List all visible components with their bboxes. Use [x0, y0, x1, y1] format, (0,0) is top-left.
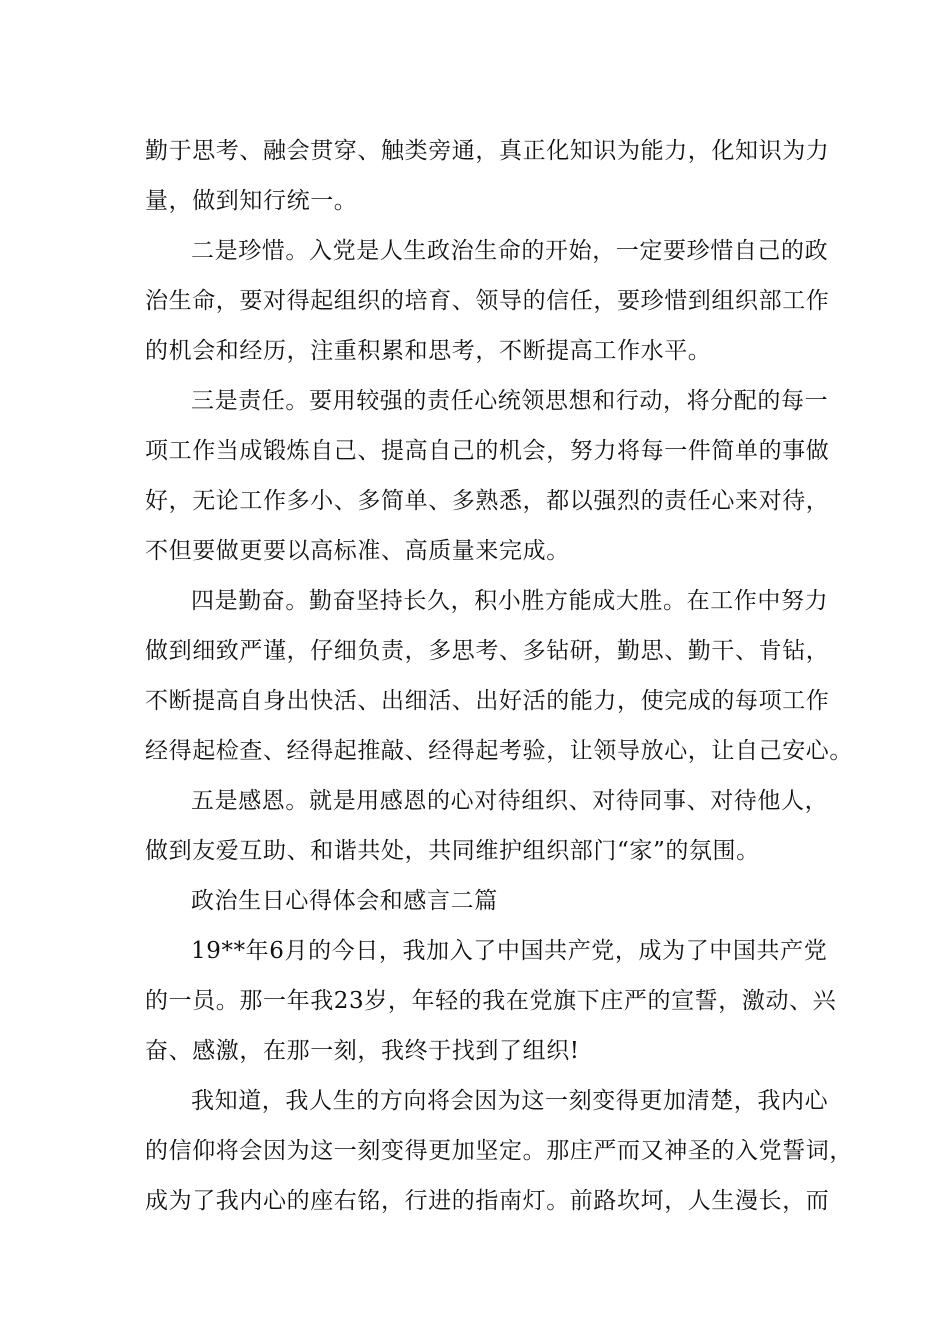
text-line-content: 二是珍惜。入党是人生政治生命的开始，一定要珍惜自己的政 — [191, 238, 829, 264]
text-line — [0, 931, 950, 971]
text-line-content: 做到友爱互助、和谐共处，共同维护组织部门“家”的氛围。 — [145, 838, 760, 864]
text-line-content: 做到细致严谨，仔细负责，多思考、多钻研，勤思、勤干、肯钻， — [145, 638, 830, 664]
text-line — [0, 581, 950, 621]
text-line-content: 好，无论工作多小、多简单、多熟悉，都以强烈的责任心来对待， — [145, 488, 830, 514]
text-line-content: 不断提高自身出快活、出细活、出好活的能力，使完成的每项工作 — [145, 688, 830, 714]
text-line-content: 勤于思考、融会贯穿、触类旁通，真正化知识为能力，化知识为力 — [145, 138, 830, 164]
text-line-content: 奋、感激，在那一刻，我终于找到了组织! — [145, 1038, 580, 1064]
text-line — [0, 1031, 950, 1071]
text-line-content: 成为了我内心的座右铭，行进的指南灯。前路坎坷，人生漫长，而 — [145, 1188, 830, 1214]
text-line-content: 19**年6月的今日，我加入了中国共产党，成为了中国共产党 — [191, 938, 828, 964]
text-line-content: 不但要做更要以高标准、高质量来完成。 — [145, 538, 570, 564]
text-line — [0, 331, 950, 371]
text-line — [0, 181, 950, 221]
text-line-content: 的机会和经历，注重积累和思考，不断提高工作水平。 — [145, 338, 712, 364]
text-line-content: 经得起检查、经得起推敲、经得起考验，让领导放心，让自己安心。 — [145, 738, 853, 764]
text-line-content: 的信仰将会因为这一刻变得更加坚定。那庄严而又神圣的入党誓词， — [145, 1138, 853, 1164]
text-line-content: 三是责任。要用较强的责任心统领思想和行动，将分配的每一 — [191, 388, 829, 414]
text-line — [0, 131, 950, 171]
text-line — [0, 1081, 950, 1121]
text-line — [0, 1131, 950, 1171]
text-line — [0, 831, 950, 871]
section-heading: 政治生日心得体会和感言二篇 — [191, 888, 498, 914]
text-line-content: 量，做到知行统一。 — [145, 188, 358, 214]
text-line — [0, 531, 950, 571]
text-line — [0, 631, 950, 671]
text-line — [0, 681, 950, 721]
text-line — [0, 781, 950, 821]
section-heading-line — [0, 881, 950, 921]
text-line-content: 治生命，要对得起组织的培育、领导的信任，要珍惜到组织部工作 — [145, 288, 830, 314]
text-line — [0, 431, 950, 471]
text-line — [0, 231, 950, 271]
text-line-content: 的一员。那一年我23岁，年轻的我在党旗下庄严的宣誓，激动、兴 — [145, 988, 837, 1014]
text-line — [0, 481, 950, 521]
text-line — [0, 281, 950, 321]
text-line-content: 四是勤奋。勤奋坚持长久，积小胜方能成大胜。在工作中努力 — [191, 588, 829, 614]
text-line — [0, 1181, 950, 1221]
text-line — [0, 981, 950, 1021]
text-line — [0, 381, 950, 421]
text-line — [0, 731, 950, 771]
text-line-content: 五是感恩。就是用感恩的心对待组织、对待同事、对待他人， — [191, 788, 829, 814]
text-line-content: 我知道，我人生的方向将会因为这一刻变得更加清楚，我内心 — [191, 1088, 829, 1114]
text-line-content: 项工作当成锻炼自己、提高自己的机会，努力将每一件简单的事做 — [145, 438, 830, 464]
